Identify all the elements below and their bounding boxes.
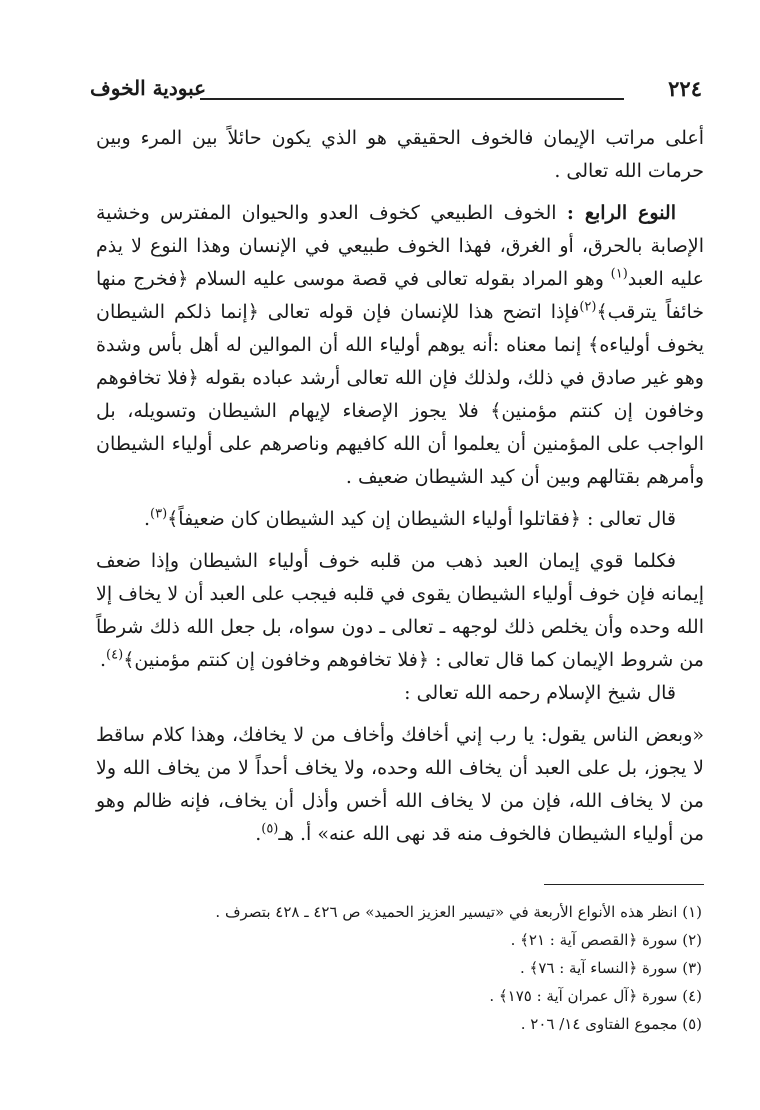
paragraph-6-end: . — [255, 823, 262, 845]
footnote-4: (٤) سورة ﴿آل عمران آية : ١٧٥﴾ . — [489, 987, 702, 1005]
footnote-ref-4: (٤) — [106, 647, 124, 663]
paragraph-1: أعلى مراتب الإيمان فالخوف الحقيقي هو الذي يكون حائلاً بين المرء وبين حرمات الله تعالى . — [96, 127, 704, 182]
footnote-ref-1: (١) — [610, 266, 628, 282]
page-header — [90, 76, 702, 106]
footnote-ref-3: (٣) — [150, 506, 168, 522]
running-title: عبودية الخوف — [90, 76, 207, 100]
paragraph-5: قال شيخ الإسلام رحمه الله تعالى : — [404, 682, 676, 704]
paragraph-2 — [96, 197, 704, 494]
footnote-2: (٢) سورة ﴿القصص آية : ٢١﴾ . — [510, 931, 702, 949]
footnote-rule — [544, 884, 704, 885]
paragraph-4 — [96, 545, 704, 677]
paragraph-3-end: . — [143, 508, 151, 530]
paragraph-4-text: فكلما قوي إيمان العبد ذهب من قلبه خوف أولياء الشيطان وإذا ضعف إيمانه فإن خوف أولياء الشيطان يقوى في قلبه فيجب على العبد أن لا يخاف إلا الله وحده وأن يخلص ذلك لوجهه ـ تعالى ـ دون سواه، بل جعل الله ذلك شرطاً من شروط الإيمان كما قال تعالى : ﴿فلا تخافوهم وخافون إن كنتم مؤمنين﴾ — [96, 550, 704, 671]
paragraph-6-text: «وبعض الناس يقول: يا رب إني أخافك وأخاف من لا يخافك، وهذا كلام ساقط لا يجوز، بل على العبد أن يخاف الله وحده، ولا يخاف أحداً لا من يخاف الله ولا من لا يخاف الله، فإن من لا يخاف الله أخس وأذل أن يخاف، فإنه ظالم وهو من أولياء الشيطان فالخوف منه قد نهى الله عنه» أ. هـ — [96, 724, 704, 845]
page-number: ٢٢٤ — [668, 76, 702, 101]
paragraph-4-end: . — [100, 649, 107, 671]
section-heading: النوع الرابع : — [566, 202, 676, 224]
footnote-ref-2: (٢) — [579, 299, 597, 315]
paragraph-2-text-3: فإذا اتضح هذا للإنسان فإن قوله تعالى ﴿إنما ذلكم الشيطان يخوف أولياءه﴾ إنما معناه :أنه يوهم أولياء الله أن الموالين له أهل بأس وشدة وهو غير صادق في ذلك، ولذلك فإن الله تعالى أرشد عباده بقوله ﴿فلا تخافوهم وخافون إن كنتم مؤمنين﴾ فلا يجوز الإصغاء لإيهام الشيطان وتسويله، بل الواجب على المؤمنين أن يعلموا أن الله كافيهم وناصرهم على أولياء الشيطان وأمرهم بقتالهم وبين أن كيد الشيطان ضعيف . — [96, 301, 704, 488]
paragraph-3 — [96, 503, 704, 536]
paragraph-6-quote — [96, 719, 704, 851]
header-rule — [200, 98, 624, 100]
main-text — [96, 122, 704, 851]
footnote-5: (٥) مجموع الفتاوى ١٤/ ٢٠٦ . — [520, 1015, 702, 1033]
footnote-ref-5: (٥) — [261, 821, 279, 837]
footnotes — [96, 898, 702, 1038]
footnote-1: (١) انظر هذه الأنواع الأربعة في «تيسير العزيز الحميد» ص ٤٢٦ ـ ٤٢٨ بتصرف . — [215, 903, 702, 921]
paragraph-3-text: قال تعالى : ﴿فقاتلوا أولياء الشيطان إن كيد الشيطان كان ضعيفاً﴾ — [167, 508, 676, 530]
paragraph-2-text: الخوف الطبيعي كخوف العدو والحيوان المفترس وخشية الإصابة بالحرق، أو الغرق، فهذا الخوف طبيعي في الإنسان وهذا النوع لا يذم عليه العبد — [96, 202, 704, 290]
paragraph-2-text-2: وهو المراد بقوله تعالى في قصة موسى عليه السلام ﴿فخرج منها خائفاً يترقب﴾ — [96, 268, 704, 323]
footnote-3: (٣) سورة ﴿النساء آية : ٧٦﴾ . — [520, 959, 702, 977]
